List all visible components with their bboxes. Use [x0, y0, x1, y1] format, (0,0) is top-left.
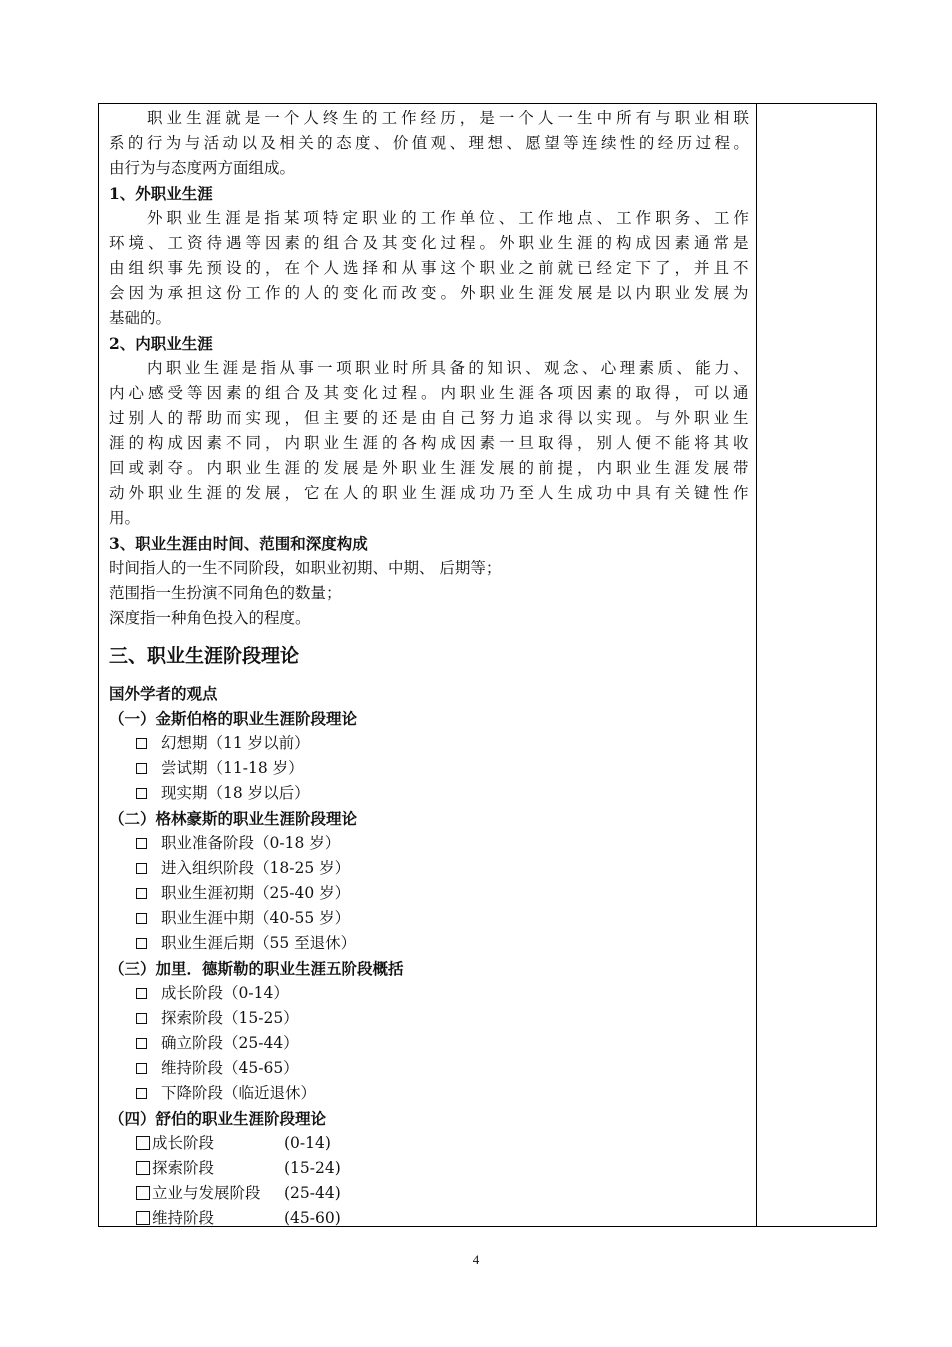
list-item	[136, 1081, 316, 1106]
chapter-heading: 三、职业生涯阶段理论	[109, 645, 300, 667]
list-item	[136, 1206, 341, 1231]
list-item-text: 进入组织阶段（18-25 岁）	[161, 859, 351, 877]
intro-line: 职 业 生 涯 就 是 一 个 人 终 生 的 工 作 经 历 ， 是 一 个 人 一 生 中 所 有 与 职 业 相 联	[147, 109, 749, 127]
checkbox-square-icon	[136, 788, 147, 799]
document-table	[98, 103, 877, 1227]
list-item-text: 下降阶段（临近退休）	[161, 1084, 317, 1102]
stage-range: (0-14)	[284, 1134, 331, 1152]
paragraph-line: 回 或 剥 夺 。 内 职 业 生 涯 的 发 展 是 外 职 业 生 涯 发 展 的 前 提 ， 内 职 业 生 涯 发 展 带	[109, 459, 749, 477]
list-item	[136, 1181, 341, 1206]
checkbox-square-icon	[136, 913, 147, 924]
checkbox-square-icon	[136, 1063, 147, 1074]
stage-range: (15-24)	[284, 1159, 341, 1177]
list-item-text: 现实期（18 岁以后）	[161, 784, 310, 802]
list-item	[136, 756, 304, 781]
theory-title: （三）加里．德斯勒的职业生涯五阶段概括	[109, 959, 404, 978]
paragraph-line: 过 别 人 的 帮 助 而 实 现 ， 但 主 要 的 还 是 由 自 己 努 力 追 求 得 以 实 现 。 与 外 职 业 生	[109, 409, 749, 427]
list-item-text: 探索阶段（15-25）	[161, 1009, 299, 1027]
list-item-text: 尝试期（11-18 岁）	[161, 759, 304, 777]
paragraph-line: 由 组 织 事 先 预 设 的 ， 在 个 人 选 择 和 从 事 这 个 职 业 之 前 就 已 经 定 下 了 ， 并 且 不	[109, 259, 749, 277]
checkbox-square-icon	[136, 763, 147, 774]
checkbox-square-icon	[136, 1186, 150, 1200]
subsection-title: 国外学者的观点	[109, 684, 218, 703]
list-item-text: 职业生涯后期（55 至退休）	[161, 934, 357, 952]
list-item-text: 幻想期（11 岁以前）	[161, 734, 310, 752]
intro-line: 由行为与态度两方面组成。	[109, 159, 296, 177]
list-item	[136, 1031, 299, 1056]
theory-title: （四）舒伯的职业生涯阶段理论	[109, 1109, 327, 1128]
list-item-text: 确立阶段（25-44）	[161, 1034, 299, 1052]
paragraph-line: 动 外 职 业 生 涯 的 发 展 ， 它 在 人 的 职 业 生 涯 成 功 乃 至 人 生 成 功 中 具 有 关 键 性 作	[109, 484, 749, 502]
list-item	[136, 906, 350, 931]
list-item	[136, 831, 340, 856]
paragraph-line: 用。	[109, 509, 141, 527]
list-item	[136, 781, 310, 806]
checkbox-square-icon	[136, 1038, 147, 1049]
section-title: 1、外职业生涯	[109, 184, 213, 203]
checkbox-square-icon	[136, 1211, 150, 1225]
list-item-text: 维持阶段（45-65）	[161, 1059, 299, 1077]
section-title: 3、职业生涯由时间、范围和深度构成	[109, 534, 368, 553]
checkbox-square-icon	[136, 738, 147, 749]
list-item	[136, 931, 356, 956]
section-title: 2、内职业生涯	[109, 334, 213, 353]
column-divider	[756, 104, 757, 1226]
paragraph-line: 外 职 业 生 涯 是 指 某 项 特 定 职 业 的 工 作 单 位 、 工 作 地 点 、 工 作 职 务 、 工 作	[147, 209, 749, 227]
checkbox-square-icon	[136, 1088, 147, 1099]
list-item-text: 职业生涯中期（40-55 岁）	[161, 909, 351, 927]
checkbox-square-icon	[136, 1136, 150, 1150]
stage-label: 立业与发展阶段	[152, 1184, 261, 1202]
paragraph-line: 范围指一生扮演不同角色的数量；	[109, 584, 342, 602]
list-item	[136, 731, 310, 756]
checkbox-square-icon	[136, 1161, 150, 1175]
checkbox-square-icon	[136, 938, 147, 949]
list-item	[136, 856, 350, 881]
list-item	[136, 1056, 299, 1081]
stage-range: (25-44)	[284, 1184, 341, 1202]
list-item	[136, 1156, 341, 1181]
paragraph-line: 基础的。	[109, 309, 172, 327]
list-item-text: 职业生涯初期（25-40 岁）	[161, 884, 351, 902]
intro-line: 系 的 行 为 与 活 动 以 及 相 关 的 态 度 、 价 值 观 、 理 想 、 愿 望 等 连 续 性 的 经 历 过 程 。	[109, 134, 749, 152]
paragraph-line: 时间指人的一生不同阶段，如职业初期、中期、 后期等；	[109, 559, 502, 577]
paragraph-line: 内 心 感 受 等 因 素 的 组 合 及 其 变 化 过 程 。 内 职 业 生 涯 各 项 因 素 的 取 得 ， 可 以 通	[109, 384, 749, 402]
paragraph-line: 内 职 业 生 涯 是 指 从 事 一 项 职 业 时 所 具 备 的 知 识 、 观 念 、 心 理 素 质 、 能 力 、	[147, 359, 749, 377]
paragraph-line: 环 境 、 工 资 待 遇 等 因 素 的 组 合 及 其 变 化 过 程 。 外 职 业 生 涯 的 构 成 因 素 通 常 是	[109, 234, 749, 252]
checkbox-square-icon	[136, 888, 147, 899]
theory-title: （二）格林豪斯的职业生涯阶段理论	[109, 809, 358, 828]
stage-label: 成长阶段	[152, 1134, 215, 1152]
stage-label: 维持阶段	[152, 1209, 215, 1227]
list-item-text: 职业准备阶段（0-18 岁）	[161, 834, 341, 852]
paragraph-line: 涯 的 构 成 因 素 不 同 ， 内 职 业 生 涯 的 各 构 成 因 素 一 旦 取 得 ， 别 人 便 不 能 将 其 收	[109, 434, 749, 452]
list-item	[136, 981, 289, 1006]
paragraph-line: 会 因 为 承 担 这 份 工 作 的 人 的 变 化 而 改 变 。 外 职 业 生 涯 发 展 是 以 内 职 业 发 展 为	[109, 284, 749, 302]
stage-range: (45-60)	[284, 1209, 341, 1227]
theory-title: （一）金斯伯格的职业生涯阶段理论	[109, 709, 358, 728]
list-item	[136, 1131, 331, 1156]
checkbox-square-icon	[136, 988, 147, 999]
list-item	[136, 1006, 299, 1031]
list-item-text: 成长阶段（0-14）	[161, 984, 289, 1002]
list-item	[136, 881, 350, 906]
checkbox-square-icon	[136, 1013, 147, 1024]
checkbox-square-icon	[136, 838, 147, 849]
stage-label: 探索阶段	[152, 1159, 215, 1177]
checkbox-square-icon	[136, 863, 147, 874]
paragraph-line: 深度指一种角色投入的程度。	[109, 609, 311, 627]
page-number: 4	[472, 1252, 480, 1267]
